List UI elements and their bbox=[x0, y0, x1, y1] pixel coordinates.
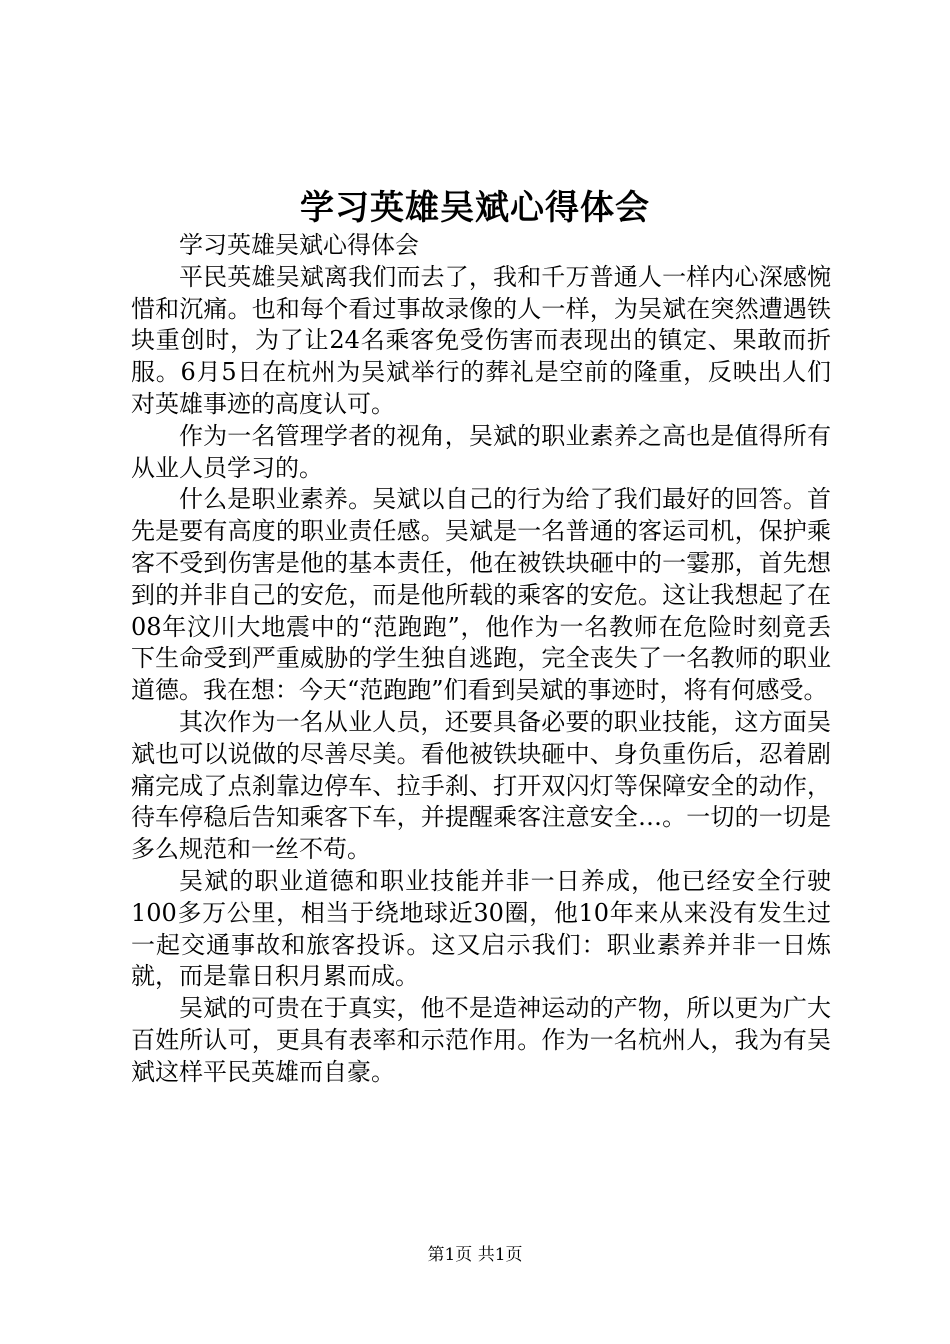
page-number-footer: 第1页 共1页 bbox=[427, 1245, 523, 1265]
document-title: 学习英雄吴斌心得体会 bbox=[300, 188, 650, 228]
body-paragraph: 作为一名管理学者的视角，吴斌的职业素养之高也是值得所有从业人员学习的。 bbox=[131, 421, 831, 482]
body-paragraph: 其次作为一名从业人员，还要具备必要的职业技能，这方面吴斌也可以说做的尽善尽美。看他被铁块砸中、身负重伤后，忍着剧痛完成了点刹靠边停车、拉手刹、打开双闪灯等保障安全的动作，待车停稳后告知乘客下车，并提醒乘客注意安全…。一切的一切是多么规范和一丝不苟。 bbox=[131, 707, 831, 864]
body-paragraph: 吴斌的职业道德和职业技能并非一日养成，他已经安全行驶100多万公里，相当于绕地球近30圈，他10年来从来没有发生过一起交通事故和旅客投诉。这又启示我们：职业素养并非一日炼就，而是靠日积月累而成。 bbox=[131, 866, 831, 991]
body-paragraph: 平民英雄吴斌离我们而去了，我和千万普通人一样内心深感惋惜和沉痛。也和每个看过事故录像的人一样，为吴斌在突然遭遇铁块重创时，为了让24名乘客免受伤害而表现出的镇定、果敢而折服。6月5日在杭州为吴斌举行的葬礼是空前的隆重，反映出人们对英雄事迹的高度认可。 bbox=[131, 262, 831, 418]
body-paragraph: 什么是职业素养。吴斌以自己的行为给了我们最好的回答。首先是要有高度的职业责任感。吴斌是一名普通的客运司机，保护乘客不受到伤害是他的基本责任，他在被铁块砸中的一霎那，首先想到的并非自己的安危，而是他所载的乘客的安危。这让我想起了在08年汶川大地震中的“范跑跑”，他作为一名教师在危险时刻竟丢下生命受到严重威胁的学生独自逃跑，完全丧失了一名教师的职业道德。我在想：今天“范跑跑”们看到吴斌的事迹时，将有何感受。 bbox=[131, 485, 831, 705]
document-body bbox=[131, 230, 831, 1089]
body-paragraph-subtitle: 学习英雄吴斌心得体会 bbox=[179, 231, 419, 259]
body-paragraph: 吴斌的可贵在于真实，他不是造神运动的产物，所以更为广大百姓所认可，更具有表率和示范作用。作为一名杭州人，我为有吴斌这样平民英雄而自豪。 bbox=[131, 994, 831, 1086]
